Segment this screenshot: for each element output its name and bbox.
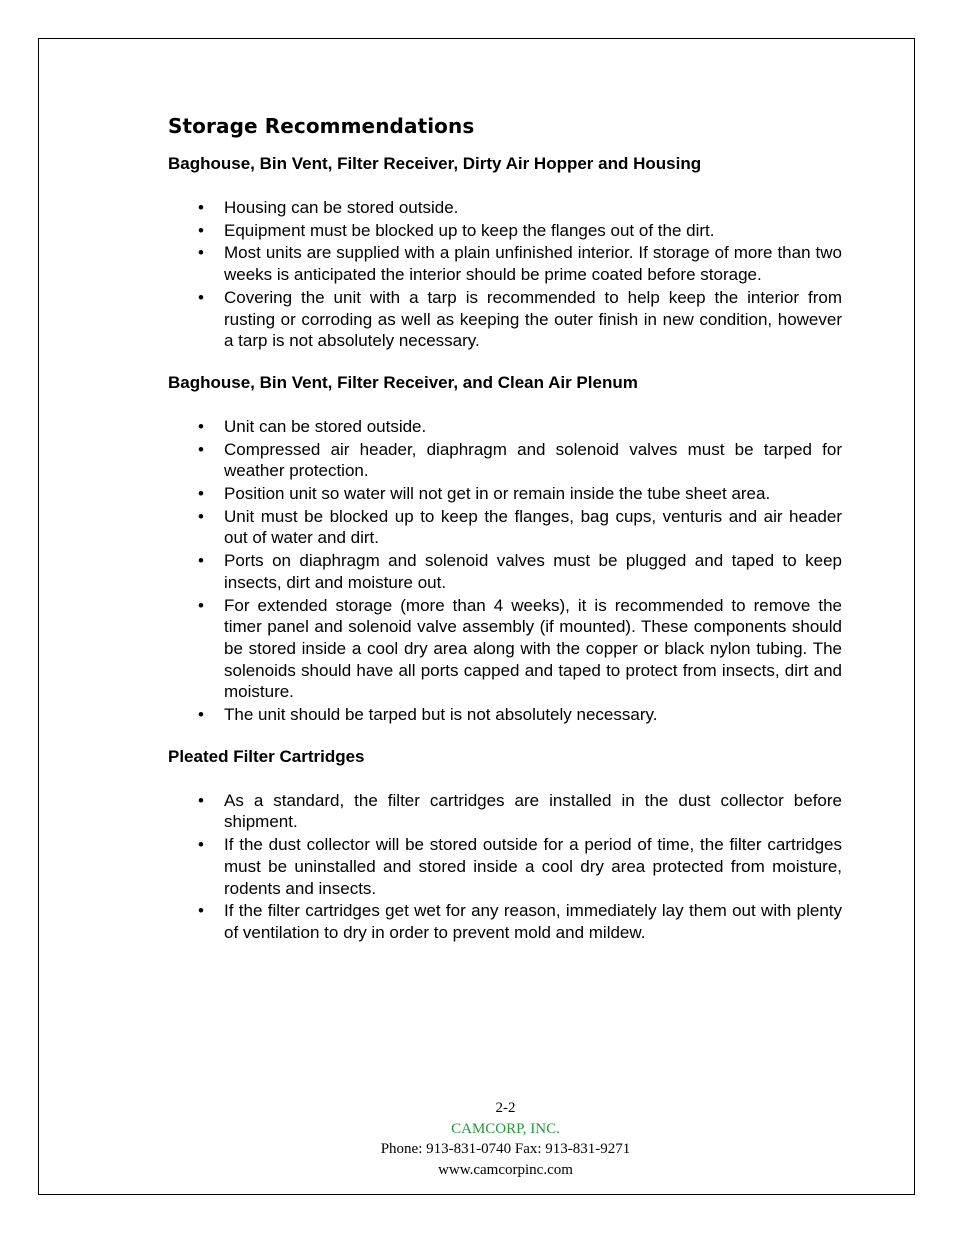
list-item: • Unit must be blocked up to keep the flanges, bag cups, venturis and air header out of water and dirt. (168, 506, 842, 549)
page-footer (0, 1098, 954, 1180)
document-body (168, 114, 842, 964)
section-clean-air-plenum (168, 372, 842, 726)
company-name: CAMCORP, INC. (451, 1120, 560, 1137)
list-item: • For extended storage (more than 4 weeks), it is recommended to remove the timer panel and solenoid valve assembly (if mounted). These components should be stored inside a cool dry area along with the copper or black nylon tubing. The solenoids should have all ports capped and taped to protect from insects, dirt and moisture. (168, 595, 842, 704)
bullet-list (168, 197, 842, 352)
list-item: • Housing can be stored outside. (168, 197, 842, 219)
list-item: • If the dust collector will be stored outside for a period of time, the filter cartridges must be uninstalled and stored inside a cool dry area protected from moisture, rodents and insects. (168, 834, 842, 899)
list-item: • Position unit so water will not get in or remain inside the tube sheet area. (168, 483, 842, 505)
bullet-list (168, 416, 842, 726)
list-item: • As a standard, the filter cartridges are installed in the dust collector before shipment. (168, 790, 842, 833)
section-heading: Baghouse, Bin Vent, Filter Receiver, Dirty Air Hopper and Housing (168, 154, 702, 173)
section-heading: Pleated Filter Cartridges (168, 746, 365, 766)
list-item: • Ports on diaphragm and solenoid valves must be plugged and taped to keep insects, dirt and moisture out. (168, 550, 842, 593)
page-title: Storage Recommendations (168, 114, 475, 138)
section-housing (168, 153, 842, 352)
company-website: www.camcorpinc.com (438, 1161, 573, 1178)
list-item: • Most units are supplied with a plain unfinished interior. If storage of more than two weeks is anticipated the interior should be prime coated before storage. (168, 242, 842, 285)
list-item: • If the filter cartridges get wet for any reason, immediately lay them out with plenty of ventilation to dry in order to prevent mold and mildew. (168, 900, 842, 943)
list-item: • Equipment must be blocked up to keep the flanges out of the dirt. (168, 220, 842, 242)
page-number: 2-2 (495, 1100, 516, 1116)
list-item: • Unit can be stored outside. (168, 416, 842, 438)
bullet-list (168, 790, 842, 944)
list-item: • Covering the unit with a tarp is recommended to help keep the interior from rusting or corroding as well as keeping the outer finish in new condition, however a tarp is not absolutely necessary. (168, 287, 842, 352)
contact-phone-fax: Phone: 913-831-0740 Fax: 913-831-9271 (380, 1141, 631, 1157)
list-item: • The unit should be tarped but is not absolutely necessary. (168, 704, 842, 726)
section-heading: Baghouse, Bin Vent, Filter Receiver, and Clean Air Plenum (168, 372, 638, 392)
section-filter-cartridges (168, 746, 842, 944)
list-item: • Compressed air header, diaphragm and solenoid valves must be tarped for weather protection. (168, 439, 842, 482)
